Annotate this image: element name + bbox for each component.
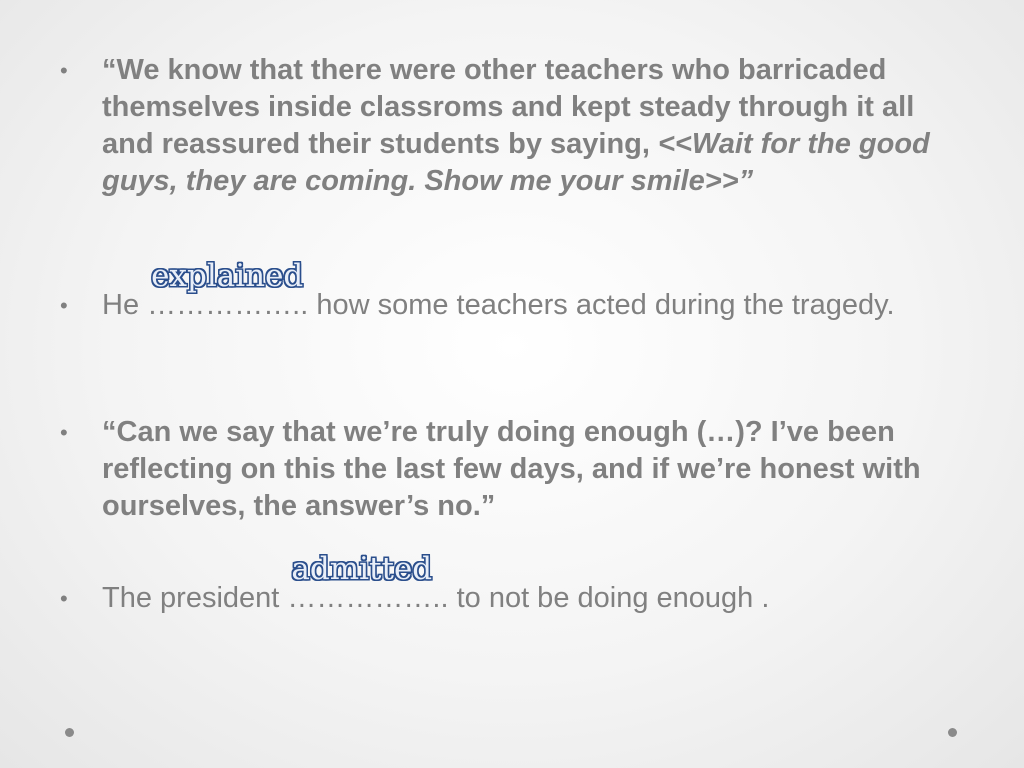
bullet-marker: • (60, 586, 68, 611)
blank-dots: …………….. (287, 582, 449, 614)
blank-dots: …………….. (147, 289, 309, 321)
quote-italic-text: <<Wait for the good guys, they are coming. Show me your smile>>” (102, 128, 930, 197)
bullet-fill-explained (60, 258, 960, 324)
answer-word: admitted (291, 551, 433, 587)
bullet-quote-president (60, 414, 960, 525)
corner-dot-left (65, 728, 74, 737)
bullet-marker: • (60, 420, 68, 445)
sentence-start: The president (102, 582, 288, 614)
sentence-end: how some teachers acted during the tragedy. (308, 289, 895, 321)
bullet-text (102, 52, 960, 200)
quote-text: “We know that there were other teachers who barricaded themselves inside classroms and kept steady through it all and reassured their students by saying, (102, 54, 915, 160)
bullet-marker: • (60, 293, 68, 318)
sentence-start: He (102, 289, 148, 321)
corner-dot-right (948, 728, 957, 737)
bullet-marker: • (60, 58, 68, 83)
blank-with-answer (287, 551, 449, 617)
answer-word: explained (151, 258, 304, 294)
bullet-text: “Can we say that we’re truly doing enough (…)? I’ve been reflecting on this the last few days, and if we’re honest with ourselves, the answer’s no.” (102, 416, 921, 522)
blank-with-answer (147, 258, 309, 324)
bullet-text (102, 551, 960, 617)
sentence-end: to not be doing enough . (448, 582, 770, 614)
bullet-quote-teachers (60, 52, 960, 200)
bullet-text (102, 258, 960, 324)
bullet-fill-admitted (60, 551, 960, 617)
